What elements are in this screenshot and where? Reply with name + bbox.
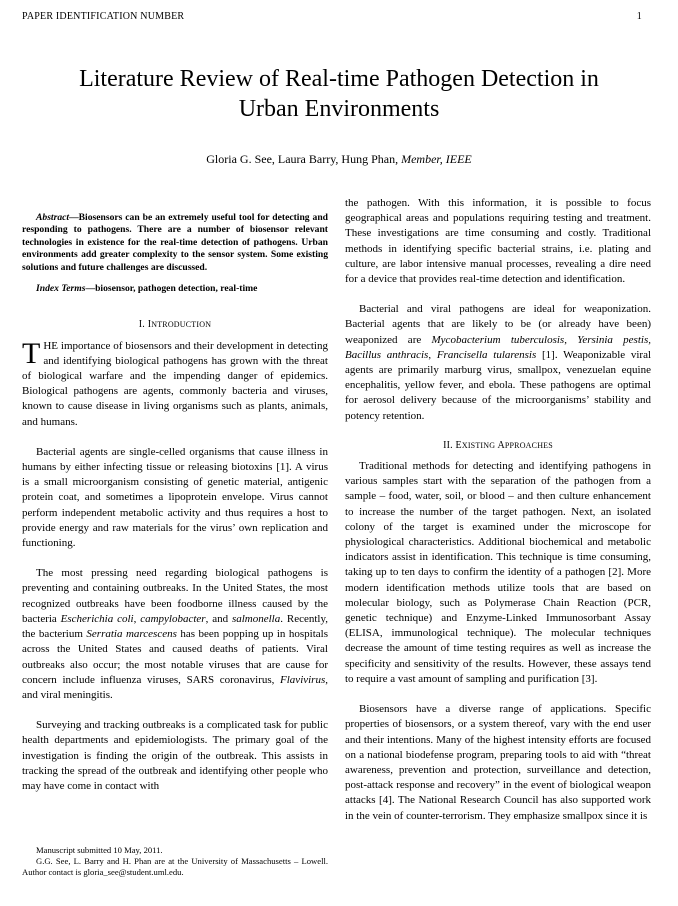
paper-id-label: PAPER IDENTIFICATION NUMBER [22, 11, 185, 22]
index-terms-text: —biosensor, pathogen detection, real-time [85, 283, 258, 295]
intro-p1-text: HE importance of biosensors and their development in detecting and identifying biological pathogens has grown with the threat of biological warfare and the impending danger of epidemics. Biological pathogens are agents, commonly bacteria and viruses, known to cause disease in living organisms such as plants, animals, and humans. [22, 339, 328, 428]
right-paragraph-2 [345, 302, 651, 424]
p3-text-b: , [133, 612, 141, 625]
section-heading-existing-approaches [345, 438, 651, 453]
p3-text-f: , and viral meningitis. [22, 673, 328, 701]
intro-paragraph-2: Bacterial agents are single-celled organisms that cause illness in humans by either infecting tissue or releasing biotoxins [1]. A virus is a small microorganism consisting of genetic material, antigenic protein coat, and sometimes a lipoprotein envelope. Virus cannot perform independent metabolic activity and thus requires a host to provide energy and raw materials for the virus’ own replication and functioning. [22, 445, 328, 550]
section2-initial: E [455, 439, 462, 451]
index-terms-label: Index Terms [36, 283, 86, 295]
author-line [0, 152, 678, 167]
section2-rest: XISTING [461, 440, 498, 450]
author-membership: Member, IEEE [401, 152, 472, 166]
r2-text-c: , [428, 348, 437, 361]
page-number: 1 [636, 11, 642, 22]
r2-text-a: Bacterial and viral pathogens are ideal for weaponization. Bacterial agents that are likely to be (or already have been) weaponized are [345, 303, 651, 346]
footnote-manuscript: Manuscript submitted 10 May, 2011. [36, 845, 163, 855]
p3-italic-5: Flavivirus [280, 673, 326, 686]
intro-paragraph-4: Surveying and tracking outbreaks is a complicated task for public health departments and epidemiologists. The primary goal of the investigation is finding the origin of the outbreak. This assists in tracking the spread of the outbreak and identifying other people who may have come in contact with [22, 719, 328, 792]
section2-initial-2: A [497, 439, 505, 451]
intro-paragraph-3 [22, 566, 328, 703]
footnote-affiliation: G.G. See, L. Barry and H. Phan are at the University of Massachusetts – Lowell. Author contact is gloria_see@student.uml.edu. [22, 856, 328, 878]
left-column [22, 212, 328, 794]
paper-title: Literature Review of Real-time Pathogen Detection in Urban Environments [79, 66, 599, 122]
r2-italic-3: Francisella tularensis [436, 348, 537, 361]
section-rest: NTRODUCTION [151, 320, 212, 330]
p3-text-d: . Recently, the bacterium [22, 612, 328, 641]
abstract [22, 212, 328, 274]
p3-italic-1: Escherichia coli [60, 612, 134, 625]
section2-numeral: II. [443, 439, 453, 451]
p3-italic-3: salmonella [231, 612, 281, 625]
intro-paragraph-1 [22, 336, 328, 430]
section-initial: I [147, 319, 152, 331]
p3-text-a: The most pressing need regarding biological pathogens is preventing and containing outbreaks. In the United States, the most recognized outbreaks have been foodborne illness caused by the bacteria [22, 567, 328, 625]
right-paragraph-4: Biosensors have a diverse range of applications. Specific properties of biosensors, or a system thereof, vary with the end user and their intentions. Many of the highest intensity efforts are focused on a national biodefense program, preparing tools to aid with “threat awareness, prevention and protection, surveillance and detection, post-attack response and recovery” in the event of biological weapon attacks [4]. The National Research Council has also supported work in the vein of counter-terrorism. They emphasize smallpox since it is [345, 703, 651, 822]
right-column [345, 196, 651, 824]
abstract-text: —Biosensors can be an extremely useful tool for detecting and responding to pathogens. There are a number of biosensor relevant technologies in existence for the real-time detection of pathogens. Urban environments add greater complexity to the sensor system. Some existing solutions and future challenges are discussed. [22, 212, 328, 273]
right-paragraph-3: Traditional methods for detecting and identifying pathogens in various samples start with the separation of the pathogen from a sample – food, water, soil, or blood – and then culture enhancement to increase the number of the target pathogen. Next, an isolated colony of the target is examined under the microscope for physiological characteristics. Additional biochemical and metabolic indicators assist in identification. This technique is time consuming, taking up to ten days to confirm the identity of a pathogen [2]. More modern identification methods utilize tools that are based on molecular biology, such as Polymerase Chain Reaction (PCR, genetic technique) and Enzyme-Linked Immunosorbant Assay (ELISA, immunological technique). The molecular techniques decrease the amount of time testing requires as well as increase the specificity and sensitivity of the results. However, these assays tend to require a vast amount of sampling and purification [3]. [345, 460, 651, 685]
section2-rest-2: PPROACHES [504, 440, 553, 450]
section-numeral: I. [138, 319, 145, 331]
footnote [22, 845, 328, 879]
drop-cap: T [22, 336, 41, 370]
right-paragraph-1: the pathogen. With this information, it is possible to focus geographical areas and populations requiring testing and treatment. These investigations are time consuming and costly. Traditional methods in identifying specific bacterial strains, i.e. plating and culture, are labor intensive manual processes, revealing a dire need for a device that provides real-time detection and identification. [345, 197, 651, 286]
abstract-label: Abstract [36, 212, 70, 223]
r2-italic-1: Mycobacterium tuberculosis [431, 333, 565, 346]
p3-italic-4: Serratia marcescens [86, 628, 177, 641]
p3-text-c: , and [205, 612, 232, 625]
author-names: Gloria G. See, Laura Barry, Hung Phan, [206, 152, 402, 166]
index-terms [22, 283, 328, 295]
p3-text-e: has been popping up in hospitals across the United States and caused deaths of patients. Viral outbreaks also occur; the most notable viruses that are cause for concern include influenza viruses, SARS coronavirus, [22, 628, 329, 686]
r2-text-b: , [564, 333, 578, 346]
r2-italic-2: Yersinia pestis, Bacillus anthracis [345, 333, 651, 361]
section-heading-introduction [22, 317, 328, 332]
r2-text-d: [1]. Weaponizable viral agents are primarily marburg virus, smallpox, venezuelan equine encephalitis, yellow fever, and ebola. These pathogens are optimal for aerosol delivery because of the microorganisms’ stability and potency retention. [345, 348, 652, 422]
p3-italic-2: campylobacter [140, 612, 206, 625]
